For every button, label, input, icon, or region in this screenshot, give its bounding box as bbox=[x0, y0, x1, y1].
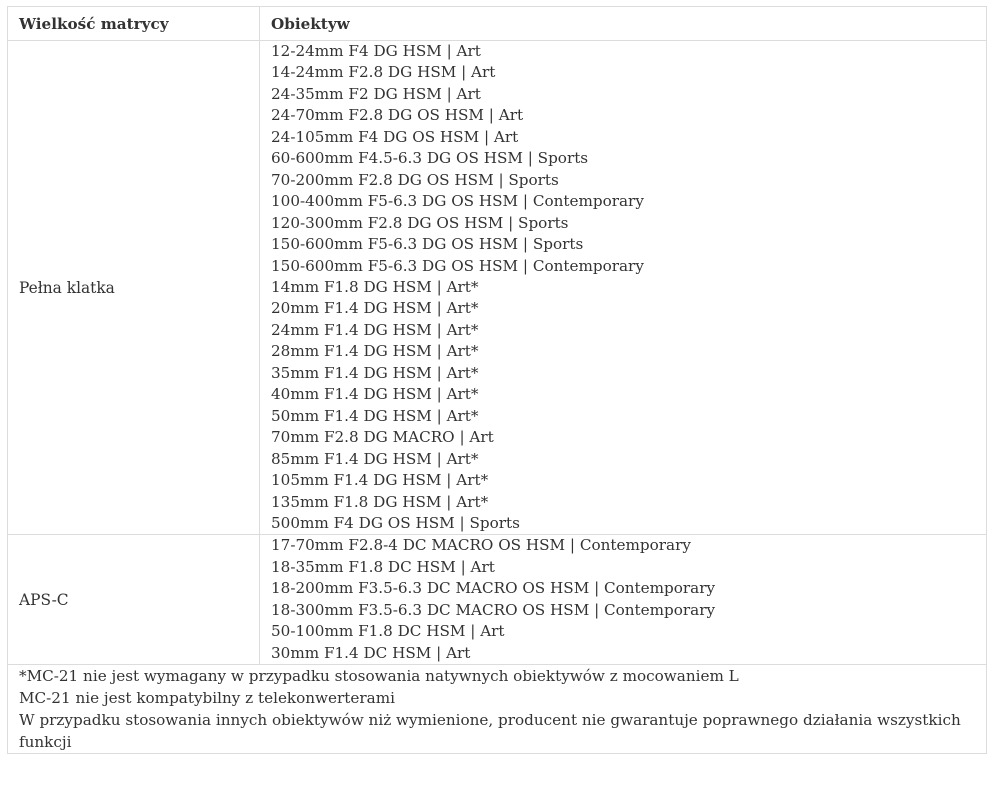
list-item: 30mm F1.4 DC HSM | Art bbox=[271, 643, 471, 662]
list-item: 14-24mm F2.8 DG HSM | Art bbox=[271, 63, 496, 82]
table-header-row bbox=[8, 7, 987, 41]
lens-list-aps-c bbox=[260, 535, 987, 665]
header-lens: Obiektyw bbox=[260, 7, 987, 41]
list-item: 135mm F1.8 DG HSM | Art* bbox=[271, 492, 489, 511]
table-row-footnotes bbox=[8, 665, 987, 754]
footnotes-cell bbox=[8, 665, 987, 754]
list-item: 20mm F1.4 DG HSM | Art* bbox=[271, 299, 479, 318]
list-item: 24-35mm F2 DG HSM | Art bbox=[271, 84, 481, 103]
list-item: 24mm F1.4 DG HSM | Art* bbox=[271, 320, 479, 339]
list-item: 18-300mm F3.5-6.3 DC MACRO OS HSM | Contemporary bbox=[271, 600, 716, 619]
list-item: 50-100mm F1.8 DC HSM | Art bbox=[271, 622, 505, 641]
list-item: 18-200mm F3.5-6.3 DC MACRO OS HSM | Contemporary bbox=[271, 579, 716, 598]
list-item: 70mm F2.8 DG MACRO | Art bbox=[271, 428, 494, 447]
table-row-aps-c bbox=[8, 535, 987, 665]
sensor-aps-c: APS-C bbox=[8, 535, 260, 665]
list-item: 150-600mm F5-6.3 DG OS HSM | Contemporary bbox=[271, 256, 644, 275]
list-item: 35mm F1.4 DG HSM | Art* bbox=[271, 363, 479, 382]
footnote-other-lenses: W przypadku stosowania innych obiektywów niż wymienione, producent nie gwarantuje poprawnego działania wszystkich funkcji bbox=[19, 711, 961, 752]
list-item: 18-35mm F1.8 DC HSM | Art bbox=[271, 557, 495, 576]
list-item: 120-300mm F2.8 DG OS HSM | Sports bbox=[271, 213, 569, 232]
header-sensor-size: Wielkość matrycy bbox=[8, 7, 260, 41]
list-item: 24-105mm F4 DG OS HSM | Art bbox=[271, 127, 519, 146]
list-item: 12-24mm F4 DG HSM | Art bbox=[271, 42, 481, 60]
list-item: 85mm F1.4 DG HSM | Art* bbox=[271, 449, 479, 468]
list-item: 40mm F1.4 DG HSM | Art* bbox=[271, 385, 479, 404]
lens-compatibility-table bbox=[7, 6, 987, 754]
sensor-full-frame: Pełna klatka bbox=[8, 41, 260, 535]
list-item: 17-70mm F2.8-4 DC MACRO OS HSM | Contemporary bbox=[271, 536, 691, 555]
footnote-native-l-mount: *MC-21 nie jest wymagany w przypadku stosowania natywnych obiektywów z mocowaniem L bbox=[19, 667, 739, 686]
table-row-full-frame bbox=[8, 41, 987, 535]
lens-list-full-frame bbox=[260, 41, 987, 535]
list-item: 105mm F1.4 DG HSM | Art* bbox=[271, 471, 489, 490]
list-item: 28mm F1.4 DG HSM | Art* bbox=[271, 342, 479, 361]
list-item: 14mm F1.8 DG HSM | Art* bbox=[271, 277, 479, 296]
list-item: 150-600mm F5-6.3 DG OS HSM | Sports bbox=[271, 235, 584, 254]
footnote-teleconverters: MC-21 nie jest kompatybilny z telekonwerterami bbox=[19, 689, 395, 708]
list-item: 60-600mm F4.5-6.3 DG OS HSM | Sports bbox=[271, 149, 589, 168]
list-item: 500mm F4 DG OS HSM | Sports bbox=[271, 513, 520, 532]
list-item: 24-70mm F2.8 DG OS HSM | Art bbox=[271, 106, 524, 125]
compatibility-table-container bbox=[7, 6, 986, 754]
list-item: 50mm F1.4 DG HSM | Art* bbox=[271, 406, 479, 425]
list-item: 100-400mm F5-6.3 DG OS HSM | Contemporary bbox=[271, 192, 644, 211]
list-item: 70-200mm F2.8 DG OS HSM | Sports bbox=[271, 170, 559, 189]
